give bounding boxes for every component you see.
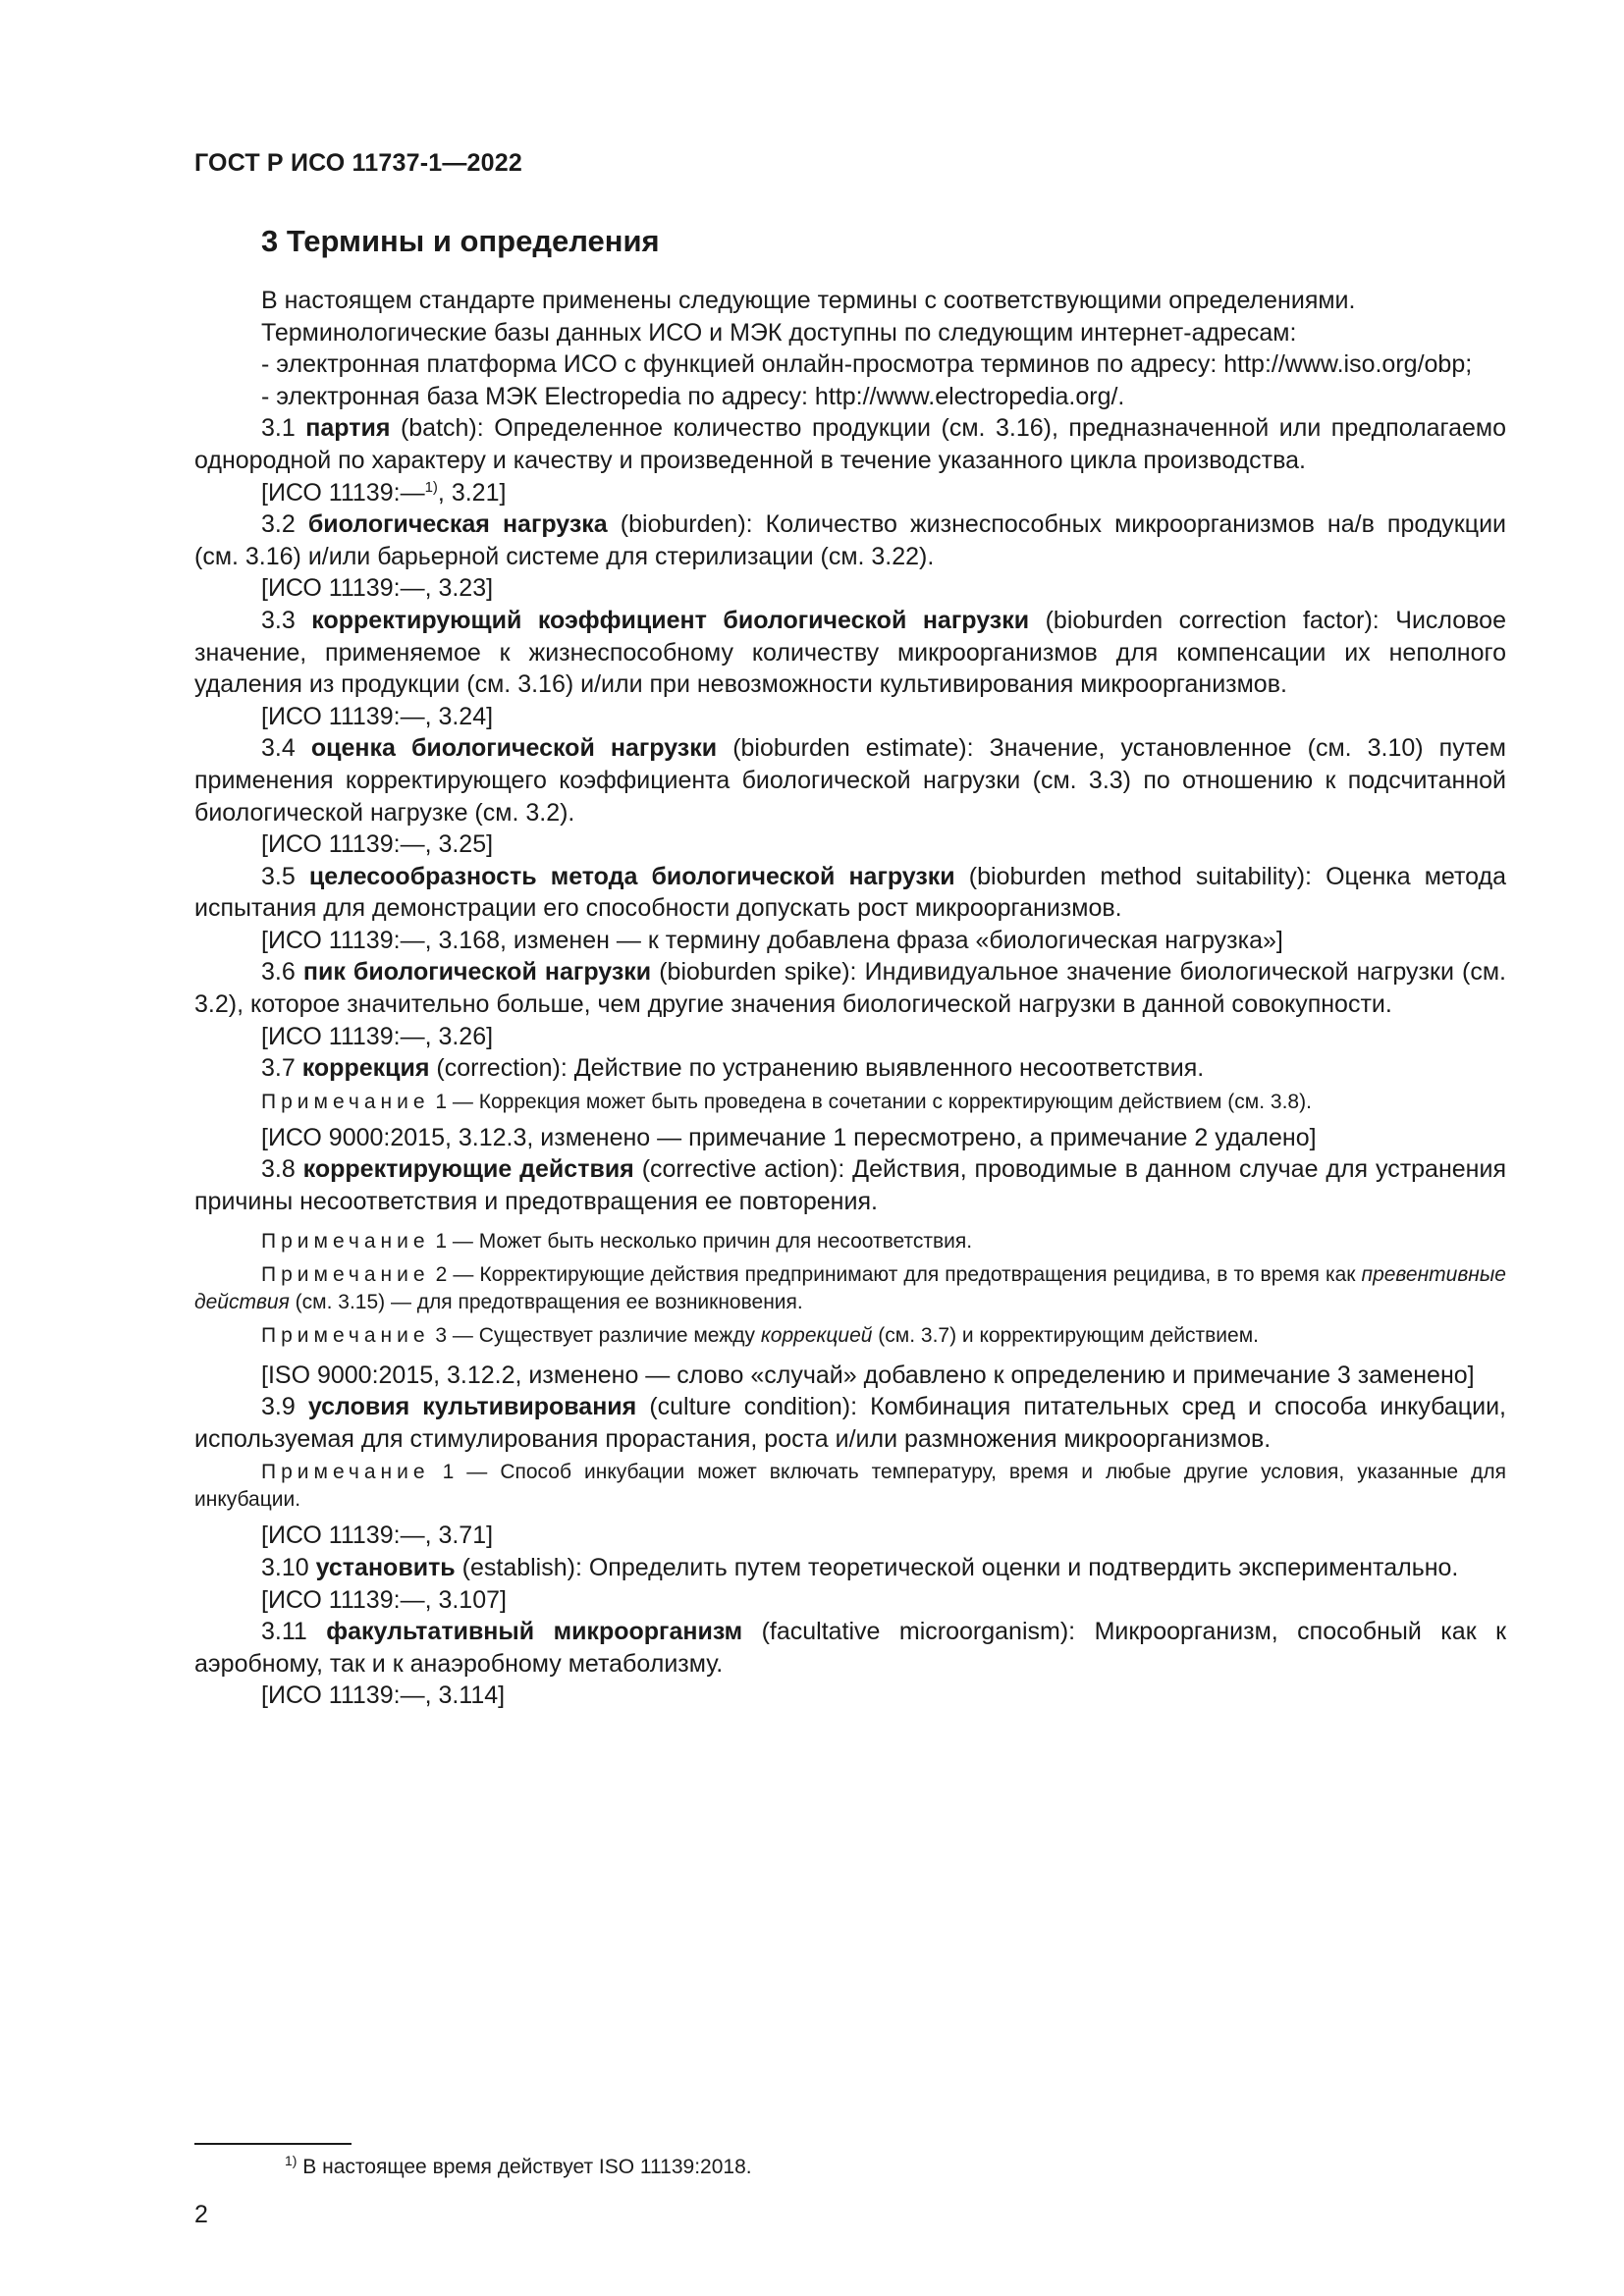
term-english: (bioburden): [620,510,753,539]
term-definition: Оценка метода испытания для демонстрации его способности допускать рост микроорганизмов. [194,862,1507,923]
term-english: (bioburden method suitability): [968,862,1312,890]
intro-paragraph: Терминологические базы данных ИСО и МЭК доступны по следующим интернет-адресам: [261,318,1297,347]
term-entry-3-1 [194,412,1506,476]
page-number: 2 [194,2201,208,2228]
term-name: партия [305,414,391,443]
term-source-reference: [ИСО 11139:—, 3.107] [261,1585,507,1614]
term-definition: Индивидуальное значение биологической нагрузки (см. 3.2), которое значительно больше, чем другие значения биологической нагрузки в данной совокупности. [194,958,1506,1019]
footnote-divider [194,2143,352,2145]
term-source-reference: [ISO 9000:2015, 3.12.2, изменено — слово «случай» добавлено к определению и примечание 3 заменено] [261,1361,1475,1389]
term-definition: Числовое значение, применяемое к жизнеспособному количеству микроорганизмов для компенсации их неполного удаления из продукции (см. 3.16) и/или при невозможности культивирования микроорганизмов. [194,606,1506,699]
term-source-reference: [ИСО 11139:—, 3.114] [261,1682,506,1710]
term-definition: Действия, проводимые в данном случае для устранения причины несоответствия и предотвращения ее повторения. [194,1155,1506,1216]
section-title: 3 Термины и определения [261,224,660,258]
term-entry-3-7 [194,1052,1506,1085]
term-definition: Значение, установленное (см. 3.10) путем применения корректирующего коэффициента биологической нагрузки (см. 3.3) по отношению к подсчитанной биологической нагрузке (см. 3.2). [194,734,1506,827]
term-source-reference: [ИСО 11139:—$^{1)}$, 3.21] [261,478,507,507]
term-name: факультативный микроорганизм [326,1618,743,1646]
term-number: 3.11 [261,1618,307,1646]
term-entry-3-8 [194,1153,1506,1217]
term-number: 3.5 [261,862,296,890]
term-source-reference: [ИСО 9000:2015, 3.12.3, изменено — примечание 1 пересмотрено, а примечание 2 удалено] [261,1123,1317,1151]
term-note: Примечание 1 — Способ инкубации может включать температуру, время и любые другие условия, указанные для инкубации. [194,1461,1506,1512]
term-definition: Микроорганизм, способный как к аэробному, так и к анаэробному метаболизму. [194,1618,1507,1678]
note-label: Примечание [261,1323,430,1347]
term-definition: Количество жизнеспособных микроорганизмов на/в продукции (см. 3.16) и/или барьерной системе для стерилизации (см. 3.22). [194,510,1506,570]
term-source-reference: [ИСО 11139:—, 3.71] [261,1522,494,1550]
intro-list-item: - электронная база МЭК Electropedia по адресу: http://www.electropedia.org/. [261,382,1125,410]
term-entry-3-9 [194,1391,1506,1455]
term-english: (bioburden correction factor): [1045,606,1380,634]
intro-list-item: - электронная платформа ИСО с функцией онлайн-просмотра терминов по адресу: http://www.iso.org/obp; [261,350,1473,379]
term-name: корректирующие действия [302,1155,634,1184]
term-name: установить [315,1554,456,1581]
term-entry-3-11 [194,1616,1506,1680]
term-name: пик биологической нагрузки [302,958,652,987]
term-english: (bioburden estimate): [732,734,974,763]
term-entry-3-5 [194,861,1506,925]
footnote-text: В настоящее время действует ISO 11139:2018. [297,2156,752,2178]
footnote-marker[interactable]: 1) [424,478,438,496]
section-body [194,285,1506,1712]
term-number: 3.6 [261,958,296,987]
term-name: условия культивирования [307,1393,637,1421]
term-source-reference: [ИСО 11139:—, 3.26] [261,1022,494,1050]
term-number: 3.1 [261,414,296,443]
term-note: Примечание 1 — Может быть несколько причин для несоответствия. [261,1229,973,1253]
term-note: Примечание 3 — Существует различие между коррекцией (см. 3.7) и корректирующим действием. [261,1323,1259,1347]
term-number: 3.4 [261,734,296,763]
term-entry-3-10 [194,1552,1506,1584]
intro-paragraph: В настоящем стандарте применены следующие термины с соответствующими определениями. [261,287,1356,314]
term-source-reference: [ИСО 11139:—, 3.23] [261,574,494,603]
term-definition: Комбинация питательных сред и способа инкубации, используемая для стимулирования прорастания, роста и/или размножения микроорганизмов. [194,1393,1506,1453]
term-english: (bioburden spike): [659,958,857,987]
term-number: 3.8 [261,1155,296,1184]
footnote [285,2154,752,2181]
term-english: (correction): [436,1054,568,1083]
term-english: (facultative microorganism): [761,1618,1076,1646]
note-label: Примечание [261,1090,430,1113]
term-entry-3-6 [194,956,1506,1020]
term-number: 3.10 [261,1554,309,1581]
term-name: коррекция [301,1054,430,1083]
note-label: Примечание [261,1262,430,1286]
term-definition: Действие по устранению выявленного несоответствия. [573,1054,1205,1083]
term-note: Примечание 2 — Корректирующие действия предпринимают для предотвращения рецидива, в то время как превентивные действия (см. 3.15) — для предотвращения ее возникновения. [194,1262,1506,1313]
term-english: (batch): [400,414,484,443]
term-name: корректирующий коэффициент биологической нагрузки [311,606,1030,634]
note-label: Примечание [261,1229,430,1253]
term-definition: Определить путем теоретической оценки и подтвердить экспериментально. [588,1554,1459,1581]
term-number: 3.2 [261,510,296,539]
term-number: 3.7 [261,1054,296,1083]
term-name: оценка биологической нагрузки [310,734,718,763]
term-name: целесообразность метода биологической нагрузки [308,862,955,890]
term-definition: Определенное количество продукции (см. 3.16), предназначенной или предполагаемо однородной по характеру и качеству и произведенной в течение указанного цикла производства. [194,414,1507,474]
term-english: (culture condition): [649,1393,858,1421]
term-entry-3-4 [194,732,1506,828]
footnote-marker: 1) [285,2153,298,2168]
term-name: биологическая нагрузка [307,510,608,539]
term-entry-3-2 [194,508,1506,572]
term-number: 3.3 [261,606,296,634]
document-header: ГОСТ Р ИСО 11737-1—2022 [194,149,522,177]
term-source-reference: [ИСО 11139:—, 3.168, изменен — к термину добавлена фраза «биологическая нагрузка»] [261,926,1283,954]
term-note: Примечание 1 — Коррекция может быть проведена в сочетании с корректирующим действием (см. 3.8). [261,1090,1312,1113]
term-entry-3-3 [194,605,1506,701]
term-source-reference: [ИСО 11139:—, 3.25] [261,830,494,859]
term-number: 3.9 [261,1393,296,1421]
term-source-reference: [ИСО 11139:—, 3.24] [261,702,494,730]
term-english: (corrective action): [641,1155,845,1184]
term-english: (establish): [461,1554,582,1581]
note-label: Примечание [261,1461,430,1484]
